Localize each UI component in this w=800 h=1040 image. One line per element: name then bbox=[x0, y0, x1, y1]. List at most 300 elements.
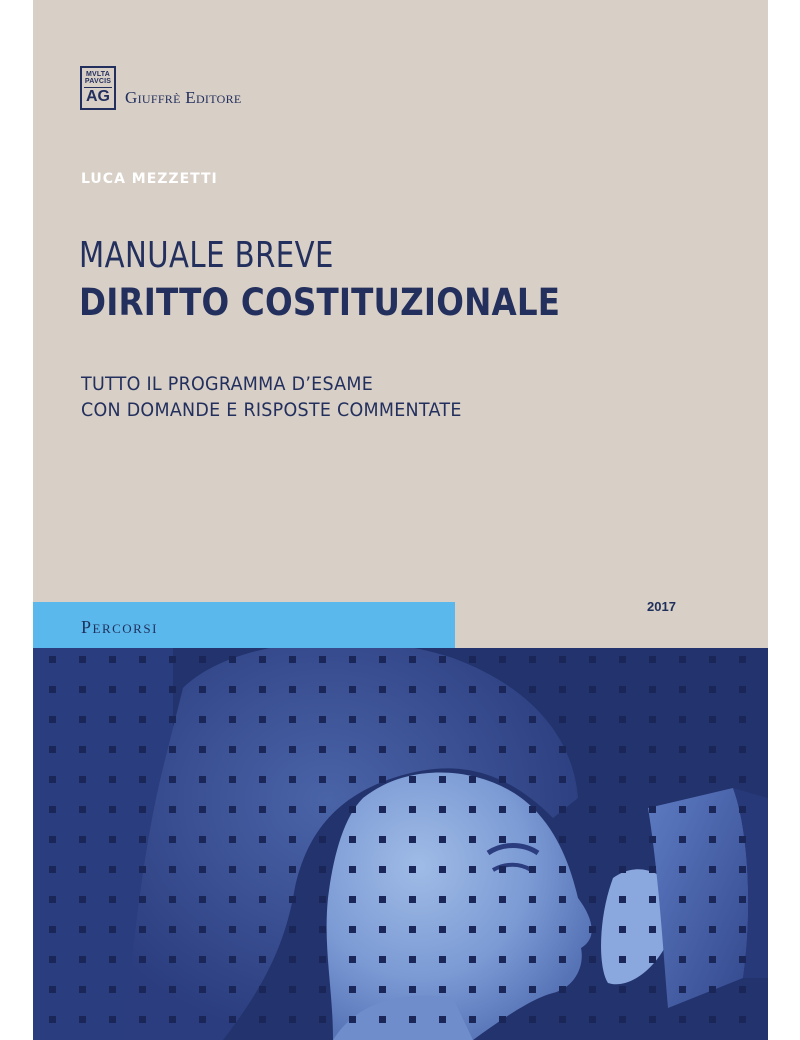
halftone-dot bbox=[109, 656, 116, 663]
halftone-dot bbox=[409, 836, 416, 843]
halftone-dot bbox=[499, 656, 506, 663]
halftone-dot bbox=[499, 866, 506, 873]
halftone-dot bbox=[439, 656, 446, 663]
halftone-dot bbox=[169, 956, 176, 963]
halftone-dot bbox=[439, 686, 446, 693]
halftone-dot bbox=[559, 1016, 566, 1023]
halftone-dot bbox=[649, 1016, 656, 1023]
halftone-dot bbox=[469, 956, 476, 963]
halftone-dot bbox=[169, 836, 176, 843]
series-banner bbox=[33, 602, 455, 648]
halftone-dot bbox=[619, 1016, 626, 1023]
halftone-dot bbox=[499, 986, 506, 993]
halftone-dot bbox=[649, 686, 656, 693]
subtitle-line-1: TUTTO IL PROGRAMMA D’ESAME bbox=[81, 373, 374, 395]
halftone-dot bbox=[289, 896, 296, 903]
halftone-dot bbox=[529, 686, 536, 693]
halftone-dot bbox=[409, 776, 416, 783]
halftone-dot bbox=[529, 896, 536, 903]
halftone-dot bbox=[379, 836, 386, 843]
halftone-dot bbox=[379, 806, 386, 813]
halftone-dot bbox=[49, 836, 56, 843]
halftone-dot bbox=[709, 716, 716, 723]
halftone-dot bbox=[169, 806, 176, 813]
halftone-dot bbox=[199, 686, 206, 693]
publication-year: 2017 bbox=[647, 599, 676, 614]
halftone-dot bbox=[289, 866, 296, 873]
halftone-dot bbox=[739, 836, 746, 843]
halftone-dot bbox=[739, 956, 746, 963]
halftone-dot bbox=[169, 656, 176, 663]
halftone-dot bbox=[139, 686, 146, 693]
halftone-dot bbox=[709, 686, 716, 693]
halftone-dot bbox=[349, 1016, 356, 1023]
halftone-dot bbox=[619, 656, 626, 663]
halftone-dot bbox=[619, 746, 626, 753]
publisher-logo bbox=[80, 66, 242, 110]
halftone-dot bbox=[169, 776, 176, 783]
halftone-dot bbox=[49, 1016, 56, 1023]
halftone-dot bbox=[49, 956, 56, 963]
halftone-dot bbox=[589, 956, 596, 963]
halftone-dot bbox=[529, 866, 536, 873]
halftone-dot bbox=[139, 1016, 146, 1023]
halftone-dot bbox=[349, 956, 356, 963]
halftone-dot bbox=[259, 686, 266, 693]
halftone-dot bbox=[139, 746, 146, 753]
halftone-dot bbox=[559, 956, 566, 963]
halftone-dot bbox=[259, 866, 266, 873]
halftone-dot bbox=[229, 656, 236, 663]
halftone-dot bbox=[259, 926, 266, 933]
halftone-dot bbox=[199, 866, 206, 873]
halftone-dot bbox=[529, 956, 536, 963]
halftone-dot bbox=[469, 926, 476, 933]
halftone-dot bbox=[619, 716, 626, 723]
halftone-dot bbox=[349, 866, 356, 873]
halftone-dot bbox=[589, 746, 596, 753]
halftone-dot bbox=[49, 656, 56, 663]
halftone-dot bbox=[379, 776, 386, 783]
halftone-dot bbox=[469, 806, 476, 813]
halftone-dot bbox=[709, 1016, 716, 1023]
halftone-dot bbox=[199, 836, 206, 843]
cover-photo bbox=[33, 648, 768, 1040]
halftone-dot bbox=[319, 866, 326, 873]
halftone-dot bbox=[529, 926, 536, 933]
halftone-dot bbox=[289, 776, 296, 783]
subtitle-line-2: CON DOMANDE E RISPOSTE COMMENTATE bbox=[81, 399, 462, 421]
halftone-dot bbox=[49, 986, 56, 993]
halftone-dot bbox=[289, 716, 296, 723]
halftone-dot bbox=[229, 956, 236, 963]
halftone-dot bbox=[199, 956, 206, 963]
halftone-dot bbox=[289, 1016, 296, 1023]
halftone-dot bbox=[589, 836, 596, 843]
book-cover bbox=[33, 0, 768, 1040]
halftone-dot bbox=[319, 776, 326, 783]
halftone-dot bbox=[679, 1016, 686, 1023]
halftone-dot bbox=[259, 836, 266, 843]
halftone-dot bbox=[619, 776, 626, 783]
halftone-dot bbox=[679, 866, 686, 873]
halftone-dot bbox=[619, 896, 626, 903]
halftone-dot bbox=[739, 746, 746, 753]
halftone-dot bbox=[679, 926, 686, 933]
halftone-dot bbox=[739, 926, 746, 933]
halftone-dot bbox=[499, 896, 506, 903]
halftone-dot bbox=[439, 806, 446, 813]
halftone-dot bbox=[409, 866, 416, 873]
halftone-dot bbox=[139, 656, 146, 663]
halftone-dot bbox=[169, 896, 176, 903]
halftone-dot bbox=[319, 986, 326, 993]
halftone-dot bbox=[499, 716, 506, 723]
halftone-dot bbox=[439, 986, 446, 993]
publisher-name: Giuffrè Editore bbox=[125, 88, 242, 107]
halftone-dot bbox=[679, 776, 686, 783]
halftone-dot bbox=[589, 716, 596, 723]
halftone-dot bbox=[199, 806, 206, 813]
halftone-dot bbox=[169, 1016, 176, 1023]
halftone-dot bbox=[709, 866, 716, 873]
halftone-dot bbox=[499, 956, 506, 963]
halftone-dot bbox=[529, 836, 536, 843]
halftone-dot bbox=[709, 896, 716, 903]
halftone-dot bbox=[229, 1016, 236, 1023]
halftone-dot bbox=[589, 986, 596, 993]
halftone-dot bbox=[559, 656, 566, 663]
halftone-dot bbox=[49, 806, 56, 813]
halftone-dot bbox=[469, 836, 476, 843]
halftone-dot bbox=[109, 866, 116, 873]
halftone-dot bbox=[379, 896, 386, 903]
halftone-dot bbox=[319, 896, 326, 903]
halftone-dot bbox=[499, 836, 506, 843]
halftone-dot bbox=[259, 776, 266, 783]
halftone-dot bbox=[229, 896, 236, 903]
halftone-dot bbox=[409, 926, 416, 933]
halftone-dot bbox=[679, 716, 686, 723]
halftone-dot bbox=[319, 956, 326, 963]
halftone-dot bbox=[649, 656, 656, 663]
subtitle bbox=[81, 371, 462, 423]
halftone-dot bbox=[229, 746, 236, 753]
halftone-dot bbox=[589, 656, 596, 663]
halftone-dot bbox=[559, 986, 566, 993]
halftone-dot bbox=[139, 776, 146, 783]
halftone-dot bbox=[79, 686, 86, 693]
halftone-dot bbox=[679, 986, 686, 993]
halftone-dot bbox=[529, 806, 536, 813]
halftone-dot bbox=[139, 806, 146, 813]
halftone-dot bbox=[229, 866, 236, 873]
halftone-dot bbox=[649, 806, 656, 813]
halftone-dot bbox=[289, 806, 296, 813]
halftone-dot bbox=[139, 716, 146, 723]
halftone-dot bbox=[349, 686, 356, 693]
halftone-dot bbox=[289, 926, 296, 933]
halftone-dot bbox=[379, 986, 386, 993]
halftone-dot bbox=[49, 866, 56, 873]
halftone-dot bbox=[469, 716, 476, 723]
halftone-dot bbox=[349, 776, 356, 783]
halftone-dot bbox=[469, 1016, 476, 1023]
halftone-dot bbox=[469, 896, 476, 903]
halftone-dot bbox=[709, 926, 716, 933]
halftone-dot bbox=[679, 836, 686, 843]
halftone-dot bbox=[259, 746, 266, 753]
halftone-dot bbox=[499, 686, 506, 693]
halftone-dot bbox=[439, 776, 446, 783]
halftone-dot bbox=[319, 836, 326, 843]
halftone-dot bbox=[559, 866, 566, 873]
halftone-dot bbox=[49, 896, 56, 903]
halftone-dot bbox=[109, 806, 116, 813]
halftone-dot bbox=[739, 896, 746, 903]
halftone-dot bbox=[319, 716, 326, 723]
halftone-dot bbox=[439, 836, 446, 843]
halftone-dot bbox=[589, 806, 596, 813]
halftone-dot bbox=[289, 686, 296, 693]
halftone-dot bbox=[49, 746, 56, 753]
halftone-dot bbox=[289, 836, 296, 843]
halftone-dot bbox=[229, 926, 236, 933]
halftone-dot bbox=[409, 686, 416, 693]
halftone-dot bbox=[559, 806, 566, 813]
halftone-dot bbox=[619, 986, 626, 993]
halftone-dot bbox=[439, 716, 446, 723]
halftone-dot bbox=[379, 746, 386, 753]
halftone-dot bbox=[499, 806, 506, 813]
halftone-dot bbox=[529, 656, 536, 663]
halftone-dot bbox=[379, 716, 386, 723]
halftone-dot bbox=[109, 686, 116, 693]
halftone-dot bbox=[439, 746, 446, 753]
halftone-dot bbox=[679, 656, 686, 663]
halftone-dot bbox=[139, 956, 146, 963]
halftone-dot bbox=[139, 866, 146, 873]
halftone-dot bbox=[559, 896, 566, 903]
title-line-2: DIRITTO COSTITUZIONALE bbox=[79, 281, 561, 324]
halftone-dot bbox=[109, 836, 116, 843]
halftone-dot bbox=[469, 986, 476, 993]
title-line-1: MANUALE BREVE bbox=[79, 235, 334, 276]
halftone-dot bbox=[739, 1016, 746, 1023]
halftone-dot bbox=[349, 806, 356, 813]
halftone-dot bbox=[319, 686, 326, 693]
halftone-dot bbox=[109, 986, 116, 993]
halftone-dot bbox=[649, 986, 656, 993]
halftone-dot bbox=[79, 926, 86, 933]
halftone-dot bbox=[559, 776, 566, 783]
halftone-dot bbox=[199, 716, 206, 723]
halftone-dot bbox=[169, 926, 176, 933]
halftone-dot bbox=[439, 1016, 446, 1023]
halftone-dot bbox=[79, 986, 86, 993]
halftone-dot bbox=[709, 776, 716, 783]
halftone-dot bbox=[439, 896, 446, 903]
halftone-dot bbox=[649, 866, 656, 873]
halftone-dot bbox=[529, 776, 536, 783]
halftone-dot bbox=[199, 776, 206, 783]
halftone-dot bbox=[379, 956, 386, 963]
halftone-dot bbox=[469, 656, 476, 663]
halftone-dot bbox=[259, 656, 266, 663]
halftone-dot bbox=[199, 986, 206, 993]
halftone-dot bbox=[139, 926, 146, 933]
halftone-dot bbox=[709, 836, 716, 843]
halftone-dot bbox=[439, 956, 446, 963]
halftone-dot bbox=[409, 716, 416, 723]
halftone-dot bbox=[139, 896, 146, 903]
halftone-dot bbox=[469, 776, 476, 783]
halftone-dot bbox=[679, 896, 686, 903]
halftone-dot bbox=[649, 836, 656, 843]
halftone-dot bbox=[109, 1016, 116, 1023]
halftone-dot bbox=[709, 986, 716, 993]
halftone-dot bbox=[739, 866, 746, 873]
halftone-dot bbox=[349, 656, 356, 663]
halftone-dot bbox=[619, 836, 626, 843]
halftone-dot bbox=[319, 1016, 326, 1023]
halftone-dot bbox=[499, 746, 506, 753]
halftone-dot bbox=[109, 716, 116, 723]
halftone-dot bbox=[109, 746, 116, 753]
halftone-dot bbox=[739, 656, 746, 663]
halftone-dot bbox=[529, 716, 536, 723]
halftone-dot bbox=[469, 866, 476, 873]
halftone-dot bbox=[229, 836, 236, 843]
multa-paucis-emblem-icon: MVLTA PAVCIS AG bbox=[80, 66, 116, 110]
halftone-dot bbox=[529, 746, 536, 753]
halftone-dot bbox=[79, 806, 86, 813]
halftone-dot bbox=[589, 926, 596, 933]
halftone-dot bbox=[649, 896, 656, 903]
halftone-dot bbox=[679, 956, 686, 963]
halftone-dot bbox=[169, 866, 176, 873]
halftone-dot bbox=[739, 776, 746, 783]
halftone-dot bbox=[259, 986, 266, 993]
halftone-dot bbox=[379, 686, 386, 693]
halftone-dot bbox=[289, 656, 296, 663]
halftone-dot bbox=[559, 746, 566, 753]
halftone-dot bbox=[289, 746, 296, 753]
halftone-dot bbox=[409, 956, 416, 963]
halftone-dot bbox=[259, 806, 266, 813]
halftone-dot bbox=[349, 746, 356, 753]
halftone-dot bbox=[559, 716, 566, 723]
halftone-dot bbox=[409, 656, 416, 663]
halftone-dot bbox=[649, 716, 656, 723]
halftone-dot bbox=[589, 896, 596, 903]
halftone-dot bbox=[469, 686, 476, 693]
halftone-dot bbox=[319, 746, 326, 753]
halftone-dot bbox=[169, 746, 176, 753]
halftone-dot bbox=[739, 716, 746, 723]
halftone-dot bbox=[559, 686, 566, 693]
halftone-dot bbox=[379, 926, 386, 933]
woman-reading-illustration-icon bbox=[33, 648, 768, 1040]
series-label: Percorsi bbox=[81, 617, 158, 637]
halftone-dot bbox=[79, 866, 86, 873]
halftone-dot bbox=[679, 806, 686, 813]
halftone-dot bbox=[589, 866, 596, 873]
halftone-dot bbox=[349, 926, 356, 933]
halftone-dot bbox=[499, 776, 506, 783]
halftone-dot bbox=[409, 746, 416, 753]
halftone-dot bbox=[49, 716, 56, 723]
halftone-dot bbox=[679, 746, 686, 753]
halftone-dot bbox=[619, 866, 626, 873]
halftone-dot bbox=[349, 986, 356, 993]
halftone-dot bbox=[499, 926, 506, 933]
halftone-dot bbox=[709, 956, 716, 963]
halftone-dot bbox=[79, 896, 86, 903]
halftone-dot bbox=[469, 746, 476, 753]
halftone-dot bbox=[229, 716, 236, 723]
halftone-dot bbox=[619, 956, 626, 963]
halftone-dot bbox=[409, 896, 416, 903]
halftone-dot bbox=[379, 1016, 386, 1023]
halftone-dot bbox=[559, 926, 566, 933]
halftone-dot bbox=[739, 806, 746, 813]
halftone-dot bbox=[109, 956, 116, 963]
halftone-dot bbox=[649, 746, 656, 753]
halftone-dot bbox=[319, 926, 326, 933]
halftone-dot bbox=[349, 716, 356, 723]
halftone-dot bbox=[259, 956, 266, 963]
halftone-dot bbox=[649, 776, 656, 783]
halftone-dot bbox=[319, 806, 326, 813]
halftone-dot bbox=[409, 1016, 416, 1023]
halftone-dot bbox=[79, 656, 86, 663]
halftone-dot bbox=[529, 1016, 536, 1023]
halftone-dot bbox=[739, 686, 746, 693]
halftone-dot bbox=[79, 1016, 86, 1023]
halftone-dot bbox=[619, 686, 626, 693]
halftone-dot bbox=[79, 836, 86, 843]
halftone-dot bbox=[709, 806, 716, 813]
halftone-dot bbox=[709, 656, 716, 663]
halftone-dot bbox=[109, 926, 116, 933]
halftone-dot bbox=[409, 806, 416, 813]
halftone-dot bbox=[289, 956, 296, 963]
halftone-dot bbox=[79, 716, 86, 723]
halftone-dot bbox=[439, 866, 446, 873]
halftone-dot bbox=[229, 806, 236, 813]
halftone-dot bbox=[319, 656, 326, 663]
halftone-dot bbox=[679, 686, 686, 693]
halftone-dot bbox=[589, 686, 596, 693]
halftone-dot bbox=[559, 836, 566, 843]
halftone-dot bbox=[349, 896, 356, 903]
halftone-dot bbox=[499, 1016, 506, 1023]
halftone-dot bbox=[259, 896, 266, 903]
halftone-dot bbox=[49, 926, 56, 933]
halftone-dot bbox=[199, 746, 206, 753]
halftone-dot bbox=[49, 776, 56, 783]
halftone-dot bbox=[229, 686, 236, 693]
halftone-dot bbox=[409, 986, 416, 993]
halftone-dot bbox=[79, 776, 86, 783]
halftone-dot bbox=[169, 986, 176, 993]
author-name: LUCA MEZZETTI bbox=[81, 171, 218, 187]
halftone-dot bbox=[139, 836, 146, 843]
halftone-dot bbox=[79, 746, 86, 753]
halftone-dot bbox=[229, 986, 236, 993]
halftone-dot bbox=[199, 896, 206, 903]
